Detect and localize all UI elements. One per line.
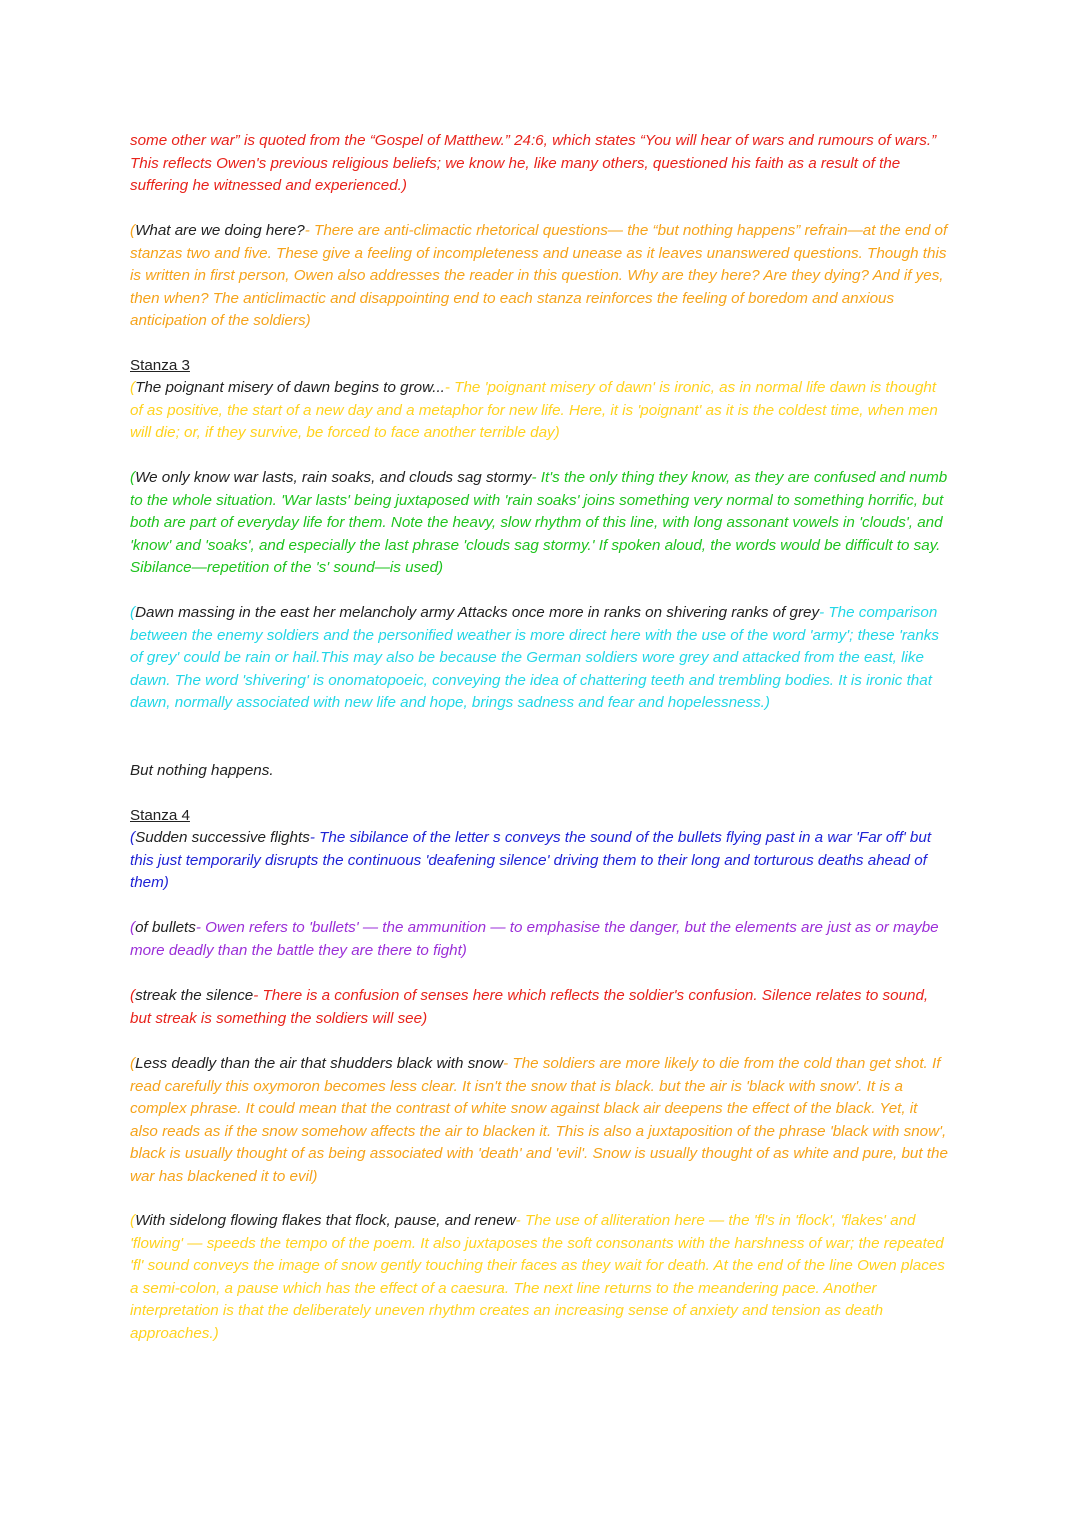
open-paren: ( [130, 919, 136, 936]
quoted-text: of bullets [135, 919, 196, 936]
quoted-text: Dawn massing in the east her melancholy army Attacks once more in ranks on shivering ranks of grey [135, 604, 820, 621]
open-paren: ( [130, 829, 136, 846]
quoted-text: What are we doing here? [135, 222, 305, 239]
annotation-paragraph [130, 827, 948, 895]
annotation-note: - There is a confusion of senses here which reflects the soldier's confusion. Silence relates to sound, but streak is something the soldiers will see) [130, 987, 929, 1027]
stanza-heading: Stanza 3 [130, 357, 190, 374]
annotation-note: some other war” is quoted from the “Gospel of Matthew.” 24:6, which states “You will hear of wars and rumours of wars.” This reflects Owen's previous religious beliefs; we know he, like many others, questioned his faith as a result of the suffering he witnessed and experienced.) [130, 132, 937, 194]
annotation-paragraph [130, 1210, 948, 1345]
quoted-line [130, 1055, 503, 1072]
annotation-paragraph [130, 985, 948, 1030]
quoted-text: Sudden successive flights [135, 829, 310, 846]
annotation-paragraph [130, 130, 948, 198]
quoted-text: The poignant misery of dawn begins to grow... [135, 379, 445, 396]
quoted-text: With sidelong flowing flakes that flock, pause, and renew [135, 1212, 516, 1229]
annotation-note: - The comparison between the enemy soldiers and the personified weather is more direct here with the use of the word 'army'; these 'ranks of grey' could be rain or hail.This may also be because the German soldiers wore grey and attacked from the east, like dawn. The word 'shivering' is onomatopoeic, conveying the idea of chattering teeth and trembling bodies. It is ironic that dawn, normally associated with new life and hope, brings sadness and fear and hopelessness.) [130, 604, 939, 711]
stanza-heading: Stanza 4 [130, 807, 190, 824]
annotation-note: - The sibilance of the letter s conveys the sound of the bullets flying past in a war 'Far off' but this just temporarily disrupts the continuous 'deafening silence' driving them to their long and torturous deaths ahead of them) [130, 829, 932, 891]
quoted-text: We only know war lasts, rain soaks, and clouds sag stormy [135, 469, 532, 486]
annotation-note: - There are anti-climactic rhetorical questions— the “but nothing happens” refrain—at the end of stanzas two and five. These give a feeling of incompleteness and unease as it leaves unanswered questions. Though this is written in first person, Owen also addresses the reader in this question. Why are they here? Are they dying? And if yes, then when? The anticlimactic and disappointing end to each stanza reinforces the feeling of boredom and anxious anticipation of the soldiers) [130, 222, 948, 329]
quoted-line [130, 604, 819, 621]
annotation-note: - The use of alliteration here — the 'fl's in 'flock', 'flakes' and 'flowing' — speeds the tempo of the poem. It also juxtaposes the soft consonants with the harshness of war; the repeated 'fl' sound conveys the image of snow gently touching their faces as they wait for death. At the end of the line Owen places a semi-colon, a pause which has the effect of a caesura. The next line returns to the meandering pace. Another interpretation is that the deliberately uneven rhythm creates an increasing sense of anxiety and tension as death approaches.) [130, 1212, 945, 1342]
open-paren: ( [130, 1055, 136, 1072]
quoted-line [130, 379, 445, 396]
open-paren: ( [130, 222, 136, 239]
annotation-note: - The 'poignant misery of dawn' is ironic, as in normal life dawn is thought of as positive, the start of a new day and a metaphor for new life. Here, it is 'poignant' as it is the coldest time, when men will die; or, if they survive, be forced to face another terrible day) [130, 379, 938, 441]
quoted-line [130, 222, 305, 239]
annotation-paragraph [130, 377, 948, 445]
open-paren: ( [130, 379, 136, 396]
open-paren: ( [130, 1212, 136, 1229]
annotation-paragraph [130, 1053, 948, 1188]
annotation-note: - Owen refers to 'bullets' — the ammunition — to emphasise the danger, but the elements are just as or maybe more deadly than the battle they are there to fight) [130, 919, 939, 959]
quoted-line [130, 1212, 516, 1229]
annotation-note: - It's the only thing they know, as they are confused and numb to the whole situation. 'War lasts' being juxtaposed with 'rain soaks' joins something very normal to something horrific, but both are part of everyday life for them. Note the heavy, slow rhythm of this line, with long assonant vowels in 'clouds', and 'know' and 'soaks', and especially the last phrase 'clouds sag stormy.' If spoken aloud, the words would be difficult to say. Sibilance—repetition of the 's' sound—is used) [130, 469, 948, 576]
quoted-text: Less deadly than the air that shudders black with snow [135, 1055, 504, 1072]
annotation-paragraph [130, 602, 948, 715]
open-paren: ( [130, 604, 136, 621]
annotation-paragraph [130, 467, 948, 580]
quoted-line [130, 919, 196, 936]
quoted-text: streak the silence [135, 987, 254, 1004]
quoted-line [130, 469, 532, 486]
open-paren: ( [130, 987, 136, 1004]
annotation-paragraph [130, 220, 948, 333]
annotation-note: - The soldiers are more likely to die from the cold than get shot. If read carefully this oxymoron becomes less clear. It isn't the snow that is black. but the air is 'black with snow'. It is a complex phrase. It could mean that the contrast of white snow against black air deepens the effect of the black. Yet, it also reads as if the snow somehow affects the air to blacken it. This is also a juxtaposition of the phrase 'black with snow', black is usually thought of as being associated with 'death' and 'evil'. Snow is usually thought of as white and pure, but the war has blackened it to evil) [130, 1055, 948, 1185]
quoted-line [130, 829, 310, 846]
quoted-line [130, 987, 253, 1004]
refrain-line: But nothing happens. [130, 762, 274, 779]
open-paren: ( [130, 469, 136, 486]
annotation-paragraph [130, 917, 948, 962]
